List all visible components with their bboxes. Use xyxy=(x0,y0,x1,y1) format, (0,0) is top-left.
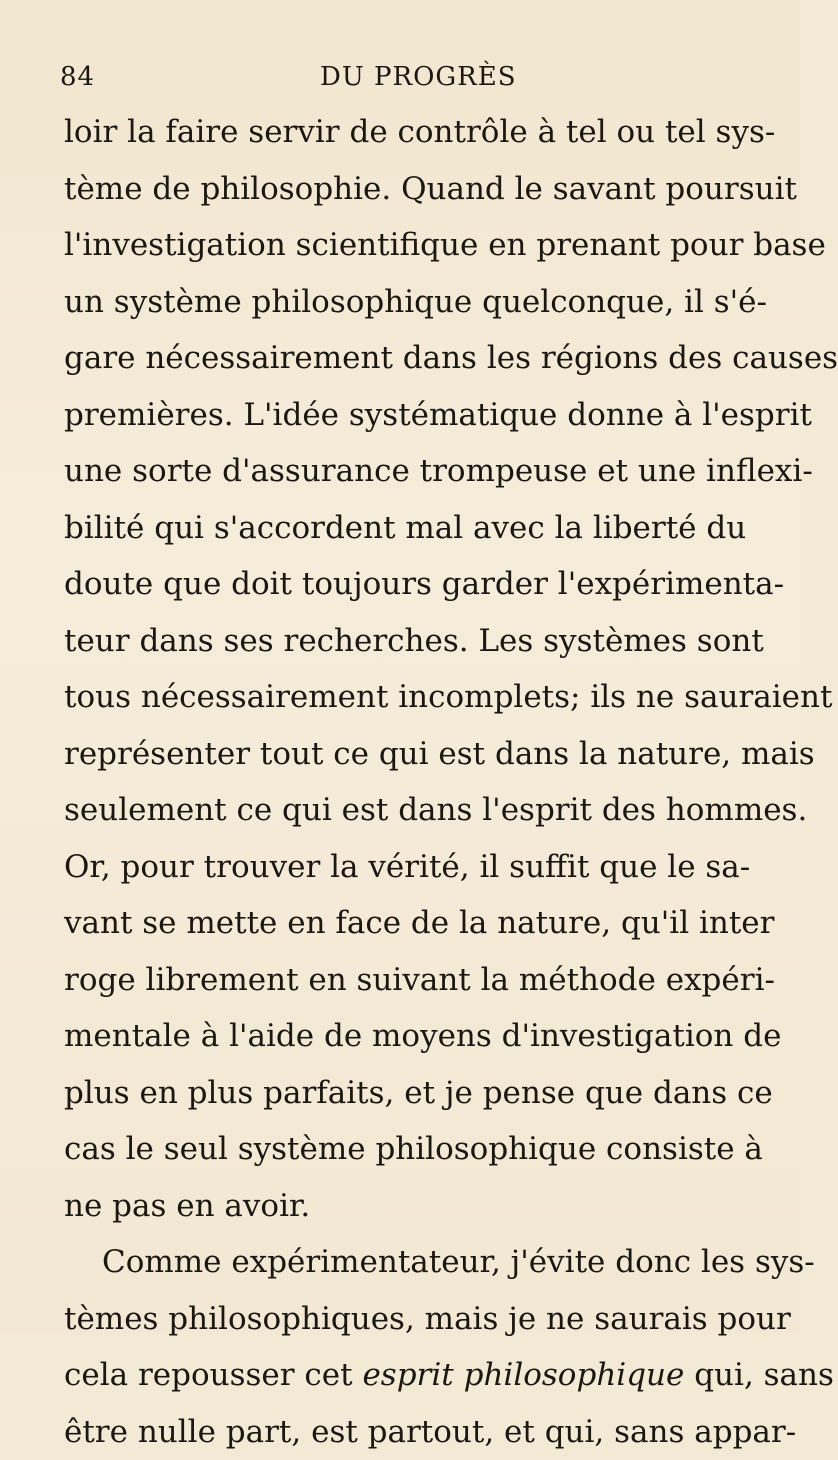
text-line-paragraph-end: ne pas en avoir. xyxy=(64,1178,714,1235)
text-line: loir la faire servir de contrôle à tel ou tel sys- xyxy=(64,104,714,161)
text-line: doute que doit toujours garder l'expérimenta- xyxy=(64,556,714,613)
text-line: seulement ce qui est dans l'esprit des hommes. xyxy=(64,782,714,839)
text-line-with-italic xyxy=(64,1347,714,1404)
text-line: tèmes philosophiques, mais je ne saurais pour xyxy=(64,1291,714,1348)
text-line: un système philosophique quelconque, il s'é- xyxy=(64,274,714,331)
text-line: représenter tout ce qui est dans la nature, mais xyxy=(64,726,714,783)
text-line: roge librement en suivant la méthode expéri- xyxy=(64,952,714,1009)
text-line: tous nécessairement incomplets; ils ne sauraient xyxy=(64,669,714,726)
text-run: qui, sans xyxy=(684,1357,834,1393)
text-line: tème de philosophie. Quand le savant poursuit xyxy=(64,161,714,218)
running-title: DU PROGRÈS xyxy=(320,62,517,92)
text-line: l'investigation scientifique en prenant pour base xyxy=(64,217,714,274)
text-line: premières. L'idée systématique donne à l'esprit xyxy=(64,387,714,444)
text-line: teur dans ses recherches. Les systèmes sont xyxy=(64,613,714,670)
text-line: mentale à l'aide de moyens d'investigation de xyxy=(64,1008,714,1065)
text-line: bilité qui s'accordent mal avec la liberté du xyxy=(64,500,714,557)
body-text xyxy=(64,104,714,1460)
text-line-paragraph-start: Comme expérimentateur, j'évite donc les sys- xyxy=(64,1234,714,1291)
text-line: Or, pour trouver la vérité, il suffit que le sa- xyxy=(64,839,714,896)
text-line: être nulle part, est partout, et qui, sans appar- xyxy=(64,1404,714,1460)
text-line: plus en plus parfaits, et je pense que dans ce xyxy=(64,1065,714,1122)
page-header xyxy=(60,62,740,98)
text-line: cas le seul système philosophique consiste à xyxy=(64,1121,714,1178)
text-run: cela repousser cet xyxy=(64,1357,362,1393)
text-line: vant se mette en face de la nature, qu'il inter xyxy=(64,895,714,952)
italic-phrase: esprit philosophique xyxy=(362,1357,684,1393)
page-number: 84 xyxy=(60,62,95,92)
text-line: gare nécessairement dans les régions des causes xyxy=(64,330,714,387)
text-line: une sorte d'assurance trompeuse et une inflexi- xyxy=(64,443,714,500)
